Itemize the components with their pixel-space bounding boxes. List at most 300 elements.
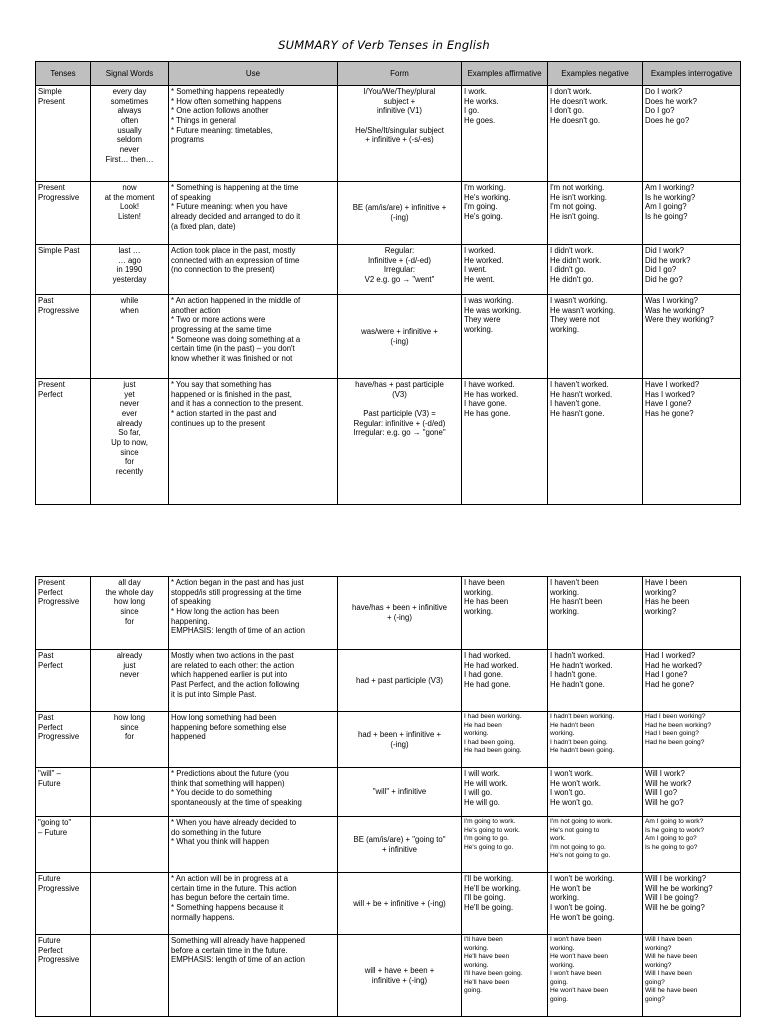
tense-cell — [36, 768, 91, 817]
cell-line: going. — [550, 995, 568, 1003]
tense-cell — [36, 577, 91, 650]
cell-line: I don't go. — [550, 106, 585, 116]
cell-line: Is he going? — [645, 211, 688, 221]
cell-line: working. — [464, 324, 494, 334]
cell-line: Future — [38, 874, 61, 883]
cell-line: Present — [38, 380, 65, 389]
signal-words-cell — [91, 817, 169, 873]
cell-line: He didn't go. — [550, 274, 594, 284]
cell-line: normally happens. — [171, 912, 235, 922]
cell-line: I won't have been — [550, 970, 602, 978]
cell-line: had + past participle (V3) — [356, 675, 443, 685]
cell-line: I worked. — [464, 246, 496, 255]
cell-line: I had been going. — [464, 738, 515, 746]
cell-line: going? — [645, 978, 665, 986]
cell-line: Will he be going? — [645, 902, 705, 912]
cell-line: I went. — [464, 265, 487, 275]
cell-line: Am I going to work? — [645, 818, 704, 825]
cell-line: He's going. — [464, 211, 503, 221]
cell-line: * action started in the past and — [171, 408, 277, 418]
table-row — [36, 86, 741, 182]
cell-line: will + be + infinitive + (-ing) — [353, 898, 446, 908]
cell-line: He'll be going. — [464, 902, 514, 912]
cell-line: He won't be — [550, 883, 591, 893]
cell-line: I/You/We/They/plural — [363, 87, 436, 96]
cell-line: never — [119, 670, 140, 680]
cell-line: I had gone. — [464, 670, 504, 680]
cell-line: – Future — [38, 827, 68, 837]
interrogative-cell — [643, 379, 741, 505]
cell-line: Was he working? — [645, 305, 705, 315]
cell-line: connected with an expression of time — [171, 255, 300, 265]
cell-line: certain time (in the past) – you don't — [171, 344, 295, 354]
table-row — [36, 577, 741, 650]
signal-words-cell — [91, 650, 169, 712]
cell-line: (-ing) — [390, 739, 409, 749]
cell-line: How long something had been — [171, 713, 277, 722]
cell-line: * Future meaning: timetables, — [171, 125, 273, 135]
table-row — [36, 245, 741, 295]
cell-line: for — [124, 457, 135, 467]
cell-line: Infinitive + (-d/-ed) — [367, 255, 432, 265]
cell-line: working. — [550, 324, 580, 334]
cell-line: have/has + been + infinitive — [352, 603, 447, 613]
table-row — [36, 935, 741, 1017]
cell-line: I'll be going. — [464, 893, 506, 903]
negative-cell — [548, 650, 643, 712]
cell-line: Will I work? — [645, 769, 685, 778]
cell-line: He went. — [464, 274, 495, 284]
cell-line: are related to each other: the action — [171, 660, 295, 670]
cell-line: before a certain time in the future. — [171, 945, 288, 955]
cell-line: I'm going to go. — [464, 835, 509, 843]
cell-line: I won't be going. — [550, 902, 607, 912]
cell-line: + infinitive + (-s/-es) — [365, 135, 434, 145]
interrogative-cell — [643, 817, 741, 873]
negative-cell — [548, 712, 643, 768]
cell-line: "will" + infinitive — [372, 787, 427, 797]
signal-words-cell — [91, 768, 169, 817]
cell-line: think that something will happen) — [171, 778, 285, 788]
cell-line: * How often something happens — [171, 96, 282, 106]
cell-line: He's going to work. — [464, 826, 520, 834]
table-row — [36, 182, 741, 245]
cell-line: Did he go? — [645, 274, 683, 284]
header-examples-negative: Examples negative — [548, 62, 643, 86]
cell-line: spontaneously at the time of speaking — [171, 797, 302, 807]
affirmative-cell — [462, 873, 548, 935]
header-examples-affirmative: Examples affirmative — [462, 62, 548, 86]
cell-line: EMPHASIS: length of time of an action — [171, 626, 305, 636]
cell-line: working. — [464, 587, 494, 597]
cell-line: Will he have been — [645, 953, 698, 961]
cell-line: * Something is happening at the time — [171, 183, 299, 192]
cell-line: have/has + past participle — [355, 380, 444, 389]
use-cell — [169, 935, 338, 1017]
cell-line: He will work. — [464, 778, 508, 788]
cell-line: + (-ing) — [387, 613, 412, 622]
cell-line: Do I work? — [645, 87, 683, 96]
cell-line: He has worked. — [464, 389, 519, 399]
cell-line: usually — [117, 125, 142, 135]
cell-line: (-ing) — [390, 213, 409, 222]
cell-line: I have gone. — [464, 399, 507, 409]
cell-line: which happened earlier is put into — [171, 670, 288, 680]
cell-line: He won't be going. — [550, 912, 615, 922]
cell-line: I'm not going to work. — [550, 818, 613, 825]
cell-line: happened or is finished in the past, — [171, 389, 292, 399]
cell-line: Irregular: e.g. go → "gone" — [353, 428, 446, 438]
cell-line: just — [123, 380, 136, 389]
tense-cell — [36, 245, 91, 295]
cell-line: since — [120, 722, 139, 732]
negative-cell — [548, 935, 643, 1017]
header-tenses: Tenses — [36, 62, 91, 86]
form-cell — [338, 768, 462, 817]
cell-line: Past — [38, 651, 54, 660]
cell-line: Up to now, — [111, 437, 148, 447]
cell-line: Regular: infinitive + (-d/ed) — [353, 418, 446, 428]
cell-line: Progressive — [38, 883, 80, 893]
cell-line — [340, 399, 459, 409]
negative-cell — [548, 873, 643, 935]
cell-line: all day — [118, 578, 141, 587]
cell-line: I had been working. — [464, 713, 522, 720]
cell-line: Future — [38, 778, 61, 788]
cell-line: Will I have been — [645, 970, 692, 978]
cell-line: just — [123, 660, 136, 670]
cell-line: Did I go? — [645, 265, 677, 275]
cell-line: Something will already have happened — [171, 936, 305, 945]
tense-cell — [36, 379, 91, 505]
affirmative-cell — [462, 768, 548, 817]
interrogative-cell — [643, 182, 741, 245]
cell-line: He had worked. — [464, 660, 519, 670]
cell-line: He won't work. — [550, 778, 601, 788]
cell-line: I won't have been — [550, 936, 602, 943]
signal-words-cell — [91, 295, 169, 379]
cell-line: how long — [113, 713, 146, 722]
cell-line: I hadn't worked. — [550, 651, 605, 660]
cell-line: working. — [464, 961, 489, 969]
cell-line: … ago — [118, 255, 141, 265]
cell-line: working. — [464, 944, 489, 952]
cell-line: Simple — [38, 87, 62, 96]
affirmative-cell — [462, 295, 548, 379]
interrogative-cell — [643, 935, 741, 1017]
affirmative-cell — [462, 817, 548, 873]
cell-line: First… then… — [105, 154, 154, 164]
table-row — [36, 379, 741, 505]
cell-line: He doesn't work. — [550, 96, 608, 106]
cell-line: + infinitive — [382, 844, 417, 854]
cell-line: * You decide to do something — [171, 788, 273, 798]
cell-line: working. — [550, 606, 580, 616]
cell-line: working? — [645, 587, 677, 597]
cell-line: I'm not going to go. — [550, 843, 606, 851]
tense-cell — [36, 935, 91, 1017]
cell-line: working. — [550, 944, 575, 952]
cell-line: Will he work? — [645, 778, 692, 788]
cell-line: Is he going to go? — [645, 843, 698, 851]
cell-line: I won't go. — [550, 788, 586, 798]
signal-words-cell — [91, 577, 169, 650]
cell-line: Had he gone? — [645, 679, 694, 689]
header-examples-interrogative: Examples interrogative — [643, 62, 741, 86]
cell-line: Progressive — [38, 955, 80, 965]
interrogative-cell — [643, 873, 741, 935]
cell-line: Had he been working? — [645, 721, 711, 729]
cell-line: * Two or more actions were — [171, 315, 266, 325]
cell-line: I'll have been going. — [464, 970, 523, 978]
form-cell — [338, 86, 462, 182]
cell-line: He's not going to — [550, 826, 600, 834]
cell-line: He'll have been — [464, 978, 510, 986]
cell-line: it is put into Simple Past. — [171, 689, 257, 699]
cell-line: of speaking — [171, 192, 211, 202]
cell-line: every day — [112, 87, 147, 96]
tense-cell — [36, 817, 91, 873]
cell-line: He will go. — [464, 797, 500, 807]
cell-line: He won't have been — [550, 953, 609, 961]
use-cell — [169, 650, 338, 712]
cell-line: (no connection to the present) — [171, 265, 275, 275]
cell-line: Am I going to go? — [645, 835, 697, 843]
use-cell — [169, 245, 338, 295]
cell-line: He had gone. — [464, 679, 511, 689]
cell-line: never — [119, 399, 140, 409]
cell-line: He/She/It/singular subject — [355, 125, 444, 135]
cell-line: They were — [464, 315, 501, 325]
cell-line: Action took place in the past, mostly — [171, 246, 296, 255]
cell-line: He isn't working. — [550, 192, 607, 202]
affirmative-cell — [462, 577, 548, 650]
cell-line: certain time in the future. This action — [171, 883, 297, 893]
cell-line: Perfect — [38, 945, 63, 955]
cell-line: has begun before the certain time. — [171, 893, 290, 903]
cell-line: Past — [38, 296, 54, 305]
cell-line: BE (am/is/are) + "going to" — [353, 834, 446, 844]
cell-line: seldom — [116, 135, 143, 145]
cell-line: infinitive + (-ing) — [371, 975, 428, 985]
cell-line: Do I go? — [645, 106, 675, 116]
cell-line: He had been going. — [464, 747, 522, 755]
cell-line: So far, — [118, 428, 141, 438]
cell-line: Will I go? — [645, 788, 678, 798]
cell-line: He didn't work. — [550, 255, 602, 265]
cell-line: He hadn't been going. — [550, 747, 615, 755]
cell-line: He doesn't go. — [550, 115, 601, 125]
negative-cell — [548, 577, 643, 650]
cell-line: He hadn't gone. — [550, 679, 605, 689]
cell-line: "going to" — [38, 818, 72, 827]
cell-line: working. — [550, 730, 575, 738]
cell-line: Mostly when two actions in the past — [171, 651, 294, 660]
use-cell — [169, 86, 338, 182]
cell-line: do something in the future — [171, 827, 262, 837]
cell-line: stopped/is still progressing at the time — [171, 587, 302, 597]
cell-line: ever — [121, 408, 138, 418]
cell-line: another action — [171, 305, 221, 315]
form-cell — [338, 650, 462, 712]
tense-cell — [36, 182, 91, 245]
form-cell — [338, 817, 462, 873]
interrogative-cell — [643, 86, 741, 182]
cell-line: I'm working. — [464, 183, 506, 192]
cell-line: Irregular: — [383, 265, 416, 275]
cell-line: He has gone. — [464, 408, 511, 418]
cell-line: working? — [645, 606, 677, 616]
cell-line: Is he going to work? — [645, 826, 705, 834]
cell-line: continues up to the present — [171, 418, 266, 428]
cell-line: * Future meaning: when you have — [171, 202, 288, 212]
cell-line: Progressive — [38, 732, 80, 742]
cell-line: working. — [550, 587, 580, 597]
cell-line: Will I have been — [645, 936, 692, 943]
cell-line: Will he go? — [645, 797, 684, 807]
cell-line: happening before something else — [171, 722, 287, 732]
table-row — [36, 712, 741, 768]
use-cell — [169, 873, 338, 935]
cell-line: Am I working? — [645, 183, 695, 192]
cell-line: already — [116, 418, 143, 428]
cell-line: going? — [645, 995, 665, 1003]
cell-line: Will he be working? — [645, 883, 713, 893]
cell-line: last … — [118, 246, 141, 255]
cell-line: (a fixed plan, date) — [171, 221, 236, 231]
cell-line: He'll be working. — [464, 883, 521, 893]
cell-line: always — [117, 106, 142, 116]
cell-line: I won't work. — [550, 769, 594, 778]
cell-line: I was working. — [464, 296, 514, 305]
cell-line: I will work. — [464, 769, 500, 778]
cell-line: now — [122, 183, 137, 192]
cell-line: going. — [464, 987, 482, 995]
cell-line: how long — [113, 597, 146, 607]
signal-words-cell — [91, 873, 169, 935]
cell-line: I will go. — [464, 788, 493, 798]
header-row — [36, 62, 741, 86]
tenses-table-bottom — [35, 576, 741, 1017]
cell-line: V2 e.g. go → "went" — [364, 274, 435, 284]
form-cell — [338, 379, 462, 505]
tense-cell — [36, 650, 91, 712]
form-cell — [338, 182, 462, 245]
cell-line: I'll be working. — [464, 874, 514, 883]
cell-line: * What you think will happen — [171, 837, 269, 847]
cell-line: I'm not going. — [550, 202, 597, 212]
cell-line: * Things in general — [171, 115, 236, 125]
cell-line: * Something happens repeatedly — [171, 87, 285, 96]
cell-line: I'm not working. — [550, 183, 605, 192]
cell-line: Does he work? — [645, 96, 698, 106]
cell-line: Listen! — [118, 211, 141, 221]
cell-line: Progressive — [38, 192, 80, 202]
cell-line: Perfect — [38, 389, 63, 399]
cell-line: I wasn't working. — [550, 296, 608, 305]
cell-line: Does he go? — [645, 115, 690, 125]
cell-line: at the moment — [104, 192, 155, 202]
negative-cell — [548, 182, 643, 245]
table-row — [36, 817, 741, 873]
cell-line: Present — [38, 183, 65, 192]
cell-line: EMPHASIS: length of time of an action — [171, 955, 305, 965]
cell-line: He hasn't been — [550, 597, 603, 607]
cell-line: had + been + infinitive + — [357, 729, 441, 739]
cell-line: Had he been going? — [645, 738, 705, 746]
cell-line: Did he work? — [645, 255, 691, 265]
cell-line: He's going to go. — [464, 843, 514, 851]
tense-cell — [36, 873, 91, 935]
cell-line: yesterday — [112, 274, 147, 284]
cell-line: Had I been working? — [645, 713, 706, 720]
interrogative-cell — [643, 577, 741, 650]
cell-line: was/were + infinitive + — [361, 326, 438, 336]
form-cell — [338, 295, 462, 379]
cell-line: He was working. — [464, 305, 522, 315]
use-cell — [169, 817, 338, 873]
cell-line: I didn't go. — [550, 265, 586, 275]
cell-line: infinitive (V1) — [376, 106, 423, 116]
cell-line: working. — [464, 606, 494, 616]
cell-line: (-ing) — [390, 336, 409, 346]
cell-line: I'm going. — [464, 202, 498, 212]
cell-line: Perfect — [38, 587, 63, 597]
cell-line: Have I been — [645, 578, 688, 587]
cell-line: working. — [464, 730, 489, 738]
cell-line: I'm going to work. — [464, 818, 516, 825]
cell-line: He isn't going. — [550, 211, 600, 221]
cell-line: I have been — [464, 578, 505, 587]
cell-line: Progressive — [38, 305, 80, 315]
cell-line: Will I be going? — [645, 893, 699, 903]
cell-line: I work. — [464, 87, 487, 96]
table-row — [36, 295, 741, 379]
signal-words-cell — [91, 245, 169, 295]
signal-words-cell — [91, 712, 169, 768]
header-use: Use — [169, 62, 338, 86]
affirmative-cell — [462, 935, 548, 1017]
cell-line: "will" – — [38, 769, 61, 778]
cell-line: I'll have been — [464, 936, 503, 943]
cell-line: the whole day — [105, 587, 154, 597]
cell-line: never — [119, 144, 140, 154]
cell-line: He's not going to go. — [550, 852, 611, 860]
signal-words-cell — [91, 935, 169, 1017]
cell-line: He works. — [464, 96, 499, 106]
cell-line: Have I gone? — [645, 399, 692, 409]
cell-line — [340, 116, 459, 126]
cell-line: He wasn't working. — [550, 305, 616, 315]
cell-line: since — [120, 606, 139, 616]
cell-line: * An action happened in the middle of — [171, 296, 301, 305]
cell-line: sometimes — [110, 96, 149, 106]
use-cell — [169, 295, 338, 379]
cell-line: happening. — [171, 616, 210, 626]
cell-line: * You say that something has — [171, 380, 272, 389]
interrogative-cell — [643, 650, 741, 712]
cell-line: Were they working? — [645, 315, 714, 325]
cell-line: I hadn't been working. — [550, 713, 615, 720]
cell-line: Present — [38, 96, 65, 106]
cell-line: Past — [38, 713, 54, 722]
cell-line: of speaking — [171, 597, 211, 607]
cell-line: happened — [171, 732, 206, 742]
cell-line: Had I been going? — [645, 730, 699, 738]
tenses-table-top — [35, 61, 741, 505]
form-cell — [338, 577, 462, 650]
cell-line: * When you have already decided to — [171, 818, 297, 827]
